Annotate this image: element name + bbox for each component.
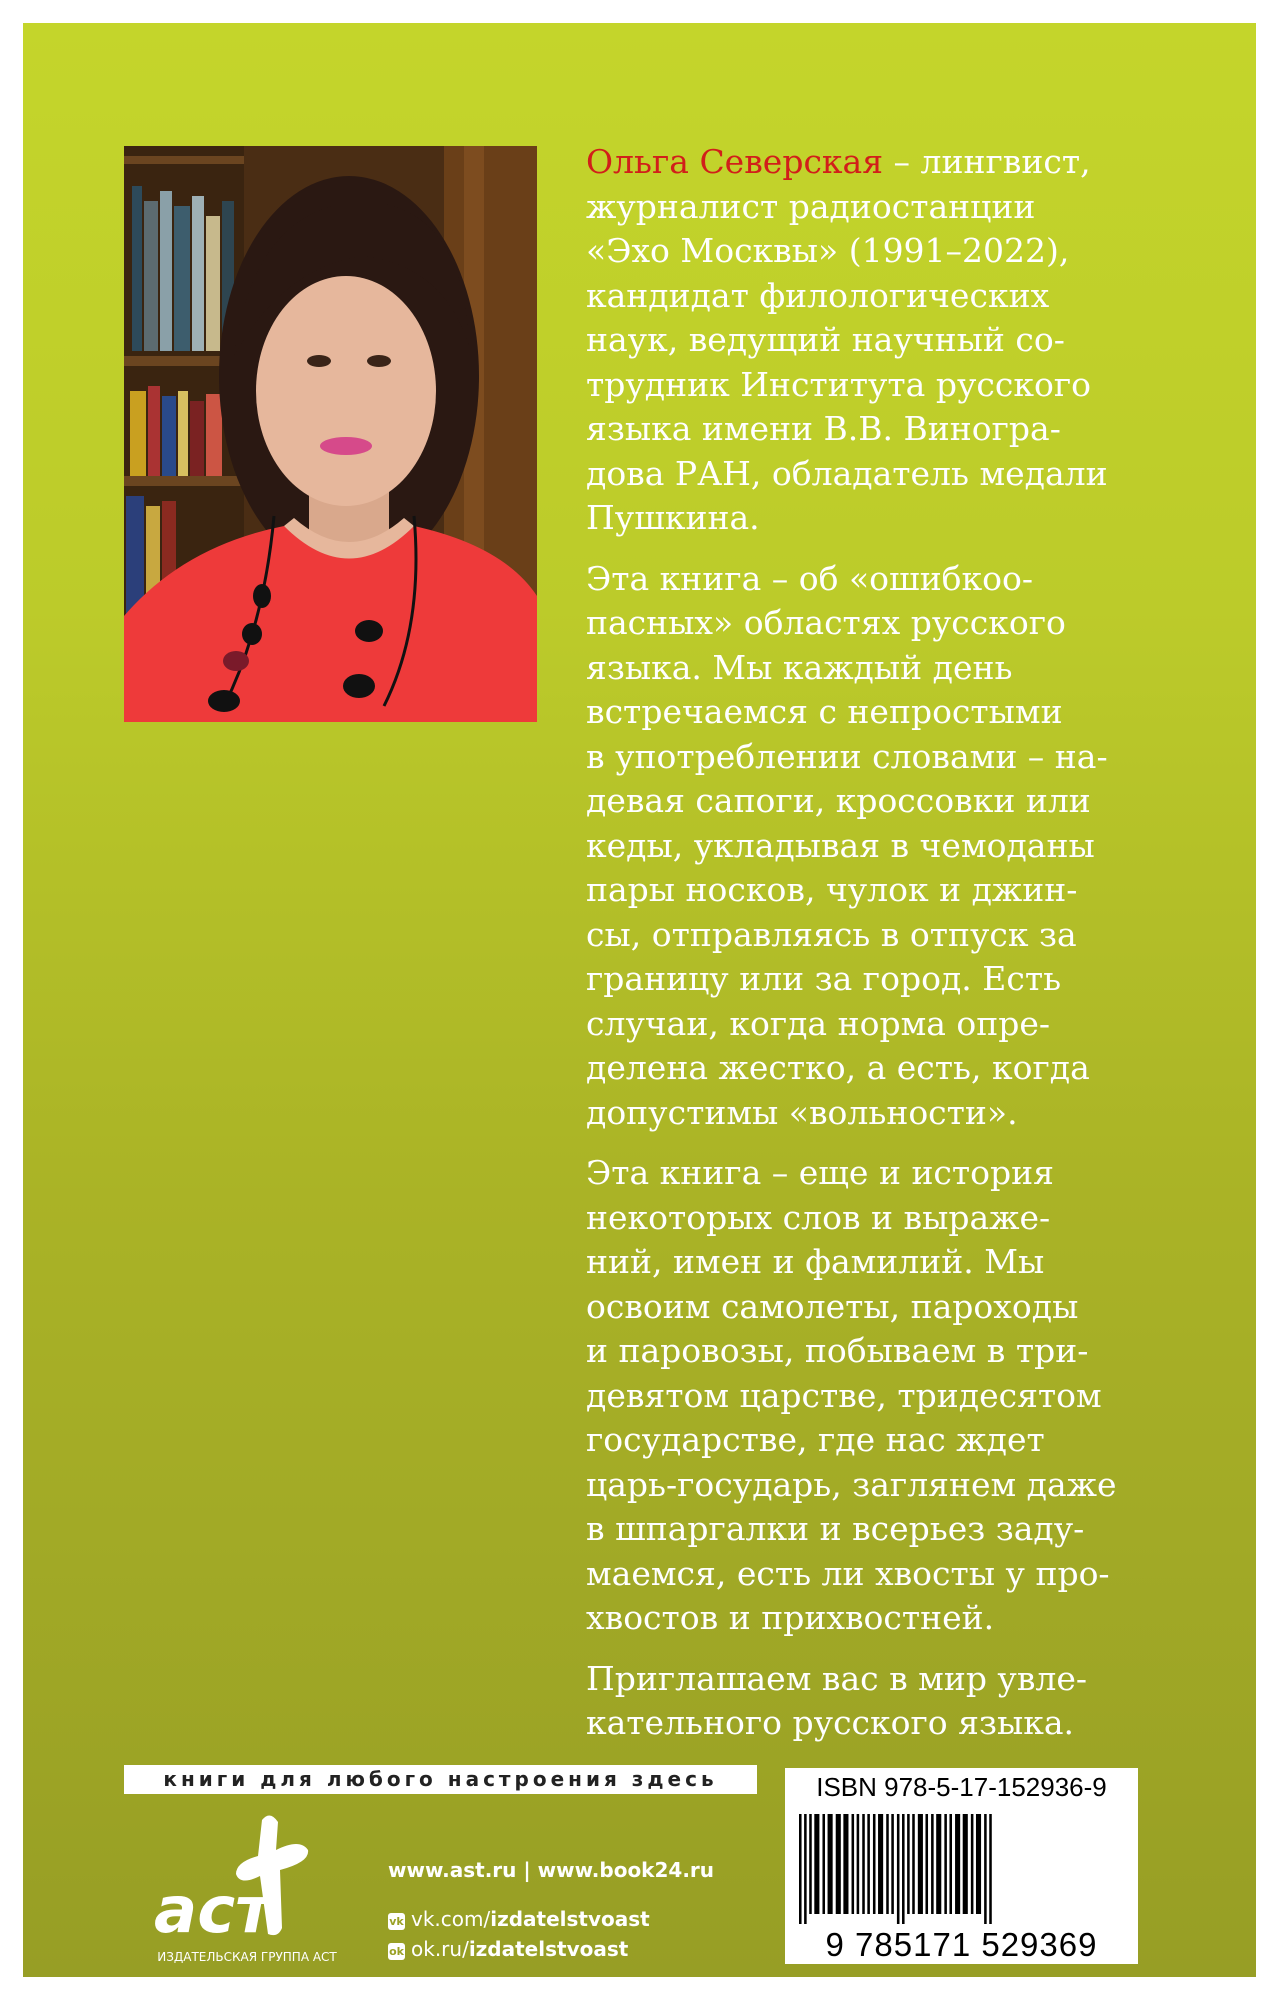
barcode-bar [955,1814,960,1914]
text-line: хвостов и прихвостней. [586,1598,995,1637]
ok-icon: ok [389,1945,404,1958]
barcode-bar [822,1814,825,1914]
text-line: границу или за город. Есть [586,959,1062,998]
barcode-bar [949,1814,952,1914]
barcode-bar [804,1814,807,1924]
bio-line: кандидат филологических [586,275,1050,315]
barcode-bar [897,1814,900,1924]
barcode-bar [867,1814,870,1914]
ast-logo [150,1810,350,1950]
text-line: делена жестко, а есть, когда [586,1048,1090,1087]
bio-line: «Эхо Москвы» (1991–2022), [586,231,1070,270]
barcode-bar [984,1814,987,1924]
barcode-bar [852,1814,855,1914]
bio-line: языка имени В.В. Виногра- [586,409,1061,448]
vk-link[interactable]: vk vk.com/izdatelstvoast [389,1907,650,1931]
text-line: Эта книга – об «ошибкоо- [586,558,1034,598]
bio-line: журналист радиостанции [586,186,1036,226]
barcode-bar [963,1814,968,1914]
barcode-bar [907,1814,910,1914]
bio-line: Пушкина. [586,498,760,537]
barcode-bar [944,1814,947,1914]
barcode-bar [912,1814,915,1914]
author-portrait-image [124,146,537,722]
author-bio [586,140,1146,541]
barcode-bar [862,1814,865,1914]
text-line: встречаемся с непростыми [586,692,1063,731]
author-name: Ольга Северская [586,142,884,181]
bio-line: дова РАН, обладатель медали [586,453,1108,493]
text-line: сы, отправляясь в отпуск за [586,914,1077,954]
text-line: пары носков, чулок и джин- [586,870,1078,909]
publisher-group-name: ИЗДАТЕЛЬСКАЯ ГРУППА АСТ [157,1950,337,1964]
barcode-bar [891,1814,894,1914]
text-line: царь-государь, заглянем даже [586,1464,1117,1504]
text-line: допустимы «вольности». [586,1092,1018,1132]
text-line: и паровозы, побываем в три- [586,1331,1089,1370]
barcode-bar [902,1814,905,1924]
text-line: Приглашаем вас в мир увле- [586,1658,1088,1698]
barcode-bar [857,1814,860,1914]
text-line: в шпаргалки и всерьез заду- [586,1509,1085,1548]
text-line: освоим самолеты, пароходы [586,1286,1079,1326]
paragraph-1 [586,557,1146,1136]
text-line: государстве, где нас ждет [586,1420,1045,1459]
bio-line: трудник Института русского [586,364,1091,404]
text-line: ний, имен и фамилий. Мы [586,1242,1045,1281]
description [586,140,1146,1762]
website-links[interactable]: www.ast.ru | www.book24.ru [388,1858,715,1882]
author-photo [124,146,537,722]
ast-logo-text: аст [154,1874,273,1948]
bio-line: наук, ведущий научный со- [586,320,1065,359]
text-line: девая сапоги, кроссовки или [586,781,1091,820]
barcode-bar [814,1814,819,1914]
text-line: кеды, укладывая в чемоданы [586,825,1095,865]
isbn-barcode [785,1768,1138,1964]
barcode-bar [925,1814,928,1914]
text-line: маемся, есть ли хвосты у про- [586,1553,1110,1593]
barcode-bar [971,1814,974,1914]
text-line: девятом царстве, тридесятом [586,1375,1102,1415]
ast-logo-icon [150,1810,350,1950]
text-line: некоторых слов и выраже- [586,1197,1051,1237]
isbn-label: ISBN 978-5-17-152936-9 [816,1772,1107,1802]
text-line: пасных» областях русского [586,603,1066,642]
barcode-bar [918,1814,923,1914]
text-line: языка. Мы каждый день [586,647,1013,687]
barcode-bar [976,1814,981,1914]
barcode-digits: 9 785171 529369 [825,1926,1098,1963]
barcode-bar [809,1814,812,1914]
ok-link[interactable]: ok ok.ru/izdatelstvoast [389,1937,629,1961]
barcode-bar [878,1814,883,1914]
barcode-bar [843,1814,848,1914]
text-line: Эта книга – еще и история [586,1153,1054,1192]
text-line: случаи, когда норма опре- [586,1003,1051,1043]
paragraph-2 [586,1151,1146,1641]
barcode-bar [799,1814,802,1924]
barcode-bar [886,1814,889,1914]
text-line: кательного русского языка. [586,1703,1075,1742]
barcode-bar [836,1814,841,1914]
barcode-bar [931,1814,934,1914]
barcode-bar [873,1814,876,1914]
bio-line-1: Ольга Северская – лингвист, [586,142,1091,181]
barcode-bar [989,1814,992,1924]
text-line: в употреблении словами – на- [586,736,1108,776]
back-cover [23,23,1256,1977]
vk-icon: vk [389,1915,404,1928]
slogan-banner: книги для любого настроения здесь [124,1765,757,1794]
barcode-bar [828,1814,833,1914]
paragraph-3 [586,1657,1146,1746]
barcode-bar [936,1814,941,1914]
